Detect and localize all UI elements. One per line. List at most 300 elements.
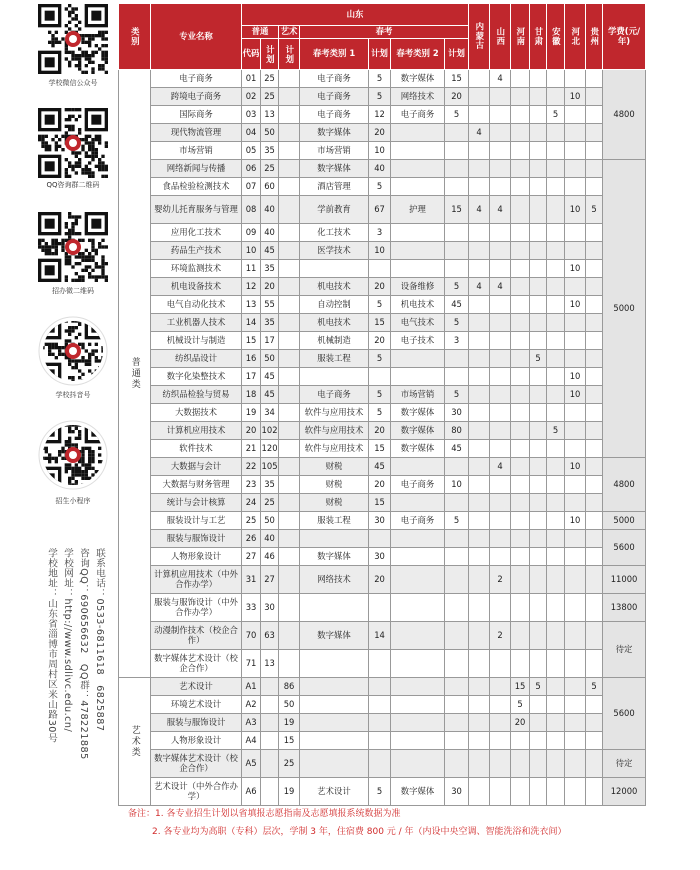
table-cell <box>469 548 490 566</box>
table-cell <box>565 70 586 88</box>
table-cell <box>565 440 586 458</box>
table-cell <box>391 242 445 260</box>
table-cell <box>279 88 300 106</box>
table-cell <box>530 160 547 178</box>
table-cell: 4 <box>469 196 490 224</box>
table-cell <box>511 476 530 494</box>
table-row <box>119 404 646 422</box>
table-row <box>119 314 646 332</box>
table-cell <box>547 196 565 224</box>
table-cell <box>586 530 603 548</box>
table-cell <box>279 458 300 476</box>
table-cell <box>586 594 603 622</box>
table-cell <box>391 594 445 622</box>
table-cell <box>469 160 490 178</box>
fee-cell: 5600 <box>603 678 646 750</box>
table-cell <box>547 224 565 242</box>
major-name-cell: 计算机应用技术 <box>151 422 242 440</box>
table-cell <box>586 512 603 530</box>
table-cell: 20 <box>511 714 530 732</box>
table-cell <box>490 260 511 278</box>
table-cell <box>511 178 530 196</box>
table-cell <box>469 422 490 440</box>
table-cell <box>586 106 603 124</box>
major-name-cell: 服装与服饰设计（中外合作办学） <box>151 594 242 622</box>
table-cell: 08 <box>242 196 261 224</box>
table-cell: 24 <box>242 494 261 512</box>
table-cell <box>547 696 565 714</box>
table-cell <box>586 422 603 440</box>
table-cell: 20 <box>261 278 279 296</box>
table-cell <box>279 124 300 142</box>
table-cell <box>445 142 469 160</box>
table-cell <box>279 622 300 650</box>
table-cell <box>469 142 490 160</box>
major-name-cell: 国际商务 <box>151 106 242 124</box>
table-cell: 15 <box>511 678 530 696</box>
table-cell <box>469 88 490 106</box>
table-row <box>119 350 646 368</box>
table-row <box>119 124 646 142</box>
table-cell <box>369 732 391 750</box>
table-cell: A1 <box>242 678 261 696</box>
table-row <box>119 476 646 494</box>
table-cell: 25 <box>261 160 279 178</box>
table-cell <box>547 566 565 594</box>
table-cell: 4 <box>490 70 511 88</box>
table-cell: 设备维修 <box>391 278 445 296</box>
major-name-cell: 电子商务 <box>151 70 242 88</box>
major-name-cell: 电气自动化技术 <box>151 296 242 314</box>
major-name-cell: 大数据与会计 <box>151 458 242 476</box>
table-cell <box>547 242 565 260</box>
table-cell: 10 <box>565 260 586 278</box>
table-cell <box>445 350 469 368</box>
table-cell <box>261 714 279 732</box>
table-cell: 14 <box>242 314 261 332</box>
header-province: 山东 <box>242 4 469 26</box>
table-cell <box>530 458 547 476</box>
table-cell <box>547 296 565 314</box>
table-cell <box>490 106 511 124</box>
major-name-cell: 跨境电子商务 <box>151 88 242 106</box>
table-cell: 67 <box>369 196 391 224</box>
table-cell <box>391 678 445 696</box>
table-cell <box>391 368 445 386</box>
table-cell: 15 <box>279 732 300 750</box>
table-cell <box>530 650 547 678</box>
table-cell: 16 <box>242 350 261 368</box>
table-cell <box>261 696 279 714</box>
table-cell <box>300 594 369 622</box>
table-cell <box>391 260 445 278</box>
table-cell: 5 <box>369 404 391 422</box>
table-cell: 35 <box>261 142 279 160</box>
table-cell <box>565 160 586 178</box>
table-cell <box>469 332 490 350</box>
table-cell: 5 <box>369 778 391 806</box>
table-row <box>119 106 646 124</box>
table-cell <box>586 242 603 260</box>
table-cell: 40 <box>261 196 279 224</box>
table-cell <box>490 88 511 106</box>
table-cell <box>391 750 445 778</box>
table-cell <box>490 296 511 314</box>
table-cell: 40 <box>261 224 279 242</box>
table-cell <box>279 422 300 440</box>
mini-program-qr-code-icon <box>38 420 108 490</box>
table-cell <box>300 260 369 278</box>
table-cell: 15 <box>445 196 469 224</box>
table-cell: 5 <box>369 296 391 314</box>
table-cell <box>565 494 586 512</box>
contact-qq: 咨询QQ：690656632 QQ群：478221885 <box>78 548 89 760</box>
table-cell <box>565 106 586 124</box>
table-cell <box>490 494 511 512</box>
header-fee: 学费(元/年) <box>603 4 646 70</box>
table-row <box>119 732 646 750</box>
note-line-2: 2. 各专业均为高职（专科）层次，学制 3 年，住宿费 800 元 / 年（内设中央空调、智能洗浴和洗衣间） <box>152 827 567 837</box>
table-cell <box>530 142 547 160</box>
table-cell: 10 <box>242 242 261 260</box>
table-cell <box>279 594 300 622</box>
table-cell <box>490 368 511 386</box>
table-cell <box>586 566 603 594</box>
table-cell <box>279 404 300 422</box>
table-cell <box>279 476 300 494</box>
table-cell <box>547 494 565 512</box>
table-cell <box>469 368 490 386</box>
table-cell: 120 <box>261 440 279 458</box>
table-cell: 50 <box>279 696 300 714</box>
table-row <box>119 548 646 566</box>
table-row <box>119 750 646 778</box>
table-cell: 60 <box>261 178 279 196</box>
table-cell <box>279 440 300 458</box>
table-cell: 5 <box>445 386 469 404</box>
fee-cell: 4800 <box>603 70 646 160</box>
table-cell: 20 <box>369 124 391 142</box>
table-cell <box>445 368 469 386</box>
table-cell <box>445 566 469 594</box>
table-cell: 40 <box>369 160 391 178</box>
table-cell: 30 <box>445 404 469 422</box>
table-cell <box>530 314 547 332</box>
table-cell: 医学技术 <box>300 242 369 260</box>
table-cell: A4 <box>242 732 261 750</box>
table-cell <box>565 650 586 678</box>
header-hebei: 河北 <box>565 4 586 70</box>
table-cell <box>530 494 547 512</box>
table-row <box>119 296 646 314</box>
table-cell <box>369 260 391 278</box>
header-regular-plan: 计划 <box>261 39 279 70</box>
table-cell: 护理 <box>391 196 445 224</box>
header-gansu: 甘肃 <box>530 4 547 70</box>
table-row <box>119 512 646 530</box>
table-cell <box>490 512 511 530</box>
table-cell: 13 <box>261 650 279 678</box>
table-cell: 50 <box>261 350 279 368</box>
table-cell: 10 <box>565 368 586 386</box>
table-cell <box>511 106 530 124</box>
table-cell <box>511 530 530 548</box>
table-cell: 07 <box>242 178 261 196</box>
qr-caption: QQ咨询群二维码 <box>46 181 100 189</box>
table-cell <box>490 350 511 368</box>
table-cell <box>586 124 603 142</box>
table-cell <box>530 70 547 88</box>
table-cell: 06 <box>242 160 261 178</box>
table-cell <box>300 732 369 750</box>
table-cell <box>490 778 511 806</box>
major-name-cell: 服装设计与工艺 <box>151 512 242 530</box>
table-cell <box>511 260 530 278</box>
table-cell <box>511 622 530 650</box>
table-cell <box>511 88 530 106</box>
table-cell <box>279 548 300 566</box>
table-cell <box>565 566 586 594</box>
table-cell: 服装工程 <box>300 350 369 368</box>
table-cell <box>530 530 547 548</box>
table-cell <box>586 732 603 750</box>
table-cell <box>279 106 300 124</box>
table-cell <box>586 160 603 178</box>
table-cell <box>530 196 547 224</box>
table-cell <box>530 750 547 778</box>
fee-cell: 5000 <box>603 512 646 530</box>
table-cell <box>369 594 391 622</box>
table-cell: 09 <box>242 224 261 242</box>
table-cell: 3 <box>369 224 391 242</box>
table-cell: 23 <box>242 476 261 494</box>
table-cell: 市场营销 <box>391 386 445 404</box>
table-cell <box>547 548 565 566</box>
table-cell <box>490 386 511 404</box>
table-cell <box>565 422 586 440</box>
header-spring-plan-2: 计划 <box>445 39 469 70</box>
table-cell: 86 <box>279 678 300 696</box>
table-cell <box>279 368 300 386</box>
table-cell: 10 <box>369 242 391 260</box>
header-guizhou: 贵州 <box>586 4 603 70</box>
notes <box>128 805 567 841</box>
table-cell: 27 <box>242 548 261 566</box>
table-cell <box>445 714 469 732</box>
table-cell: 17 <box>242 368 261 386</box>
table-row <box>119 458 646 476</box>
table-cell: 网络技术 <box>391 88 445 106</box>
table-cell <box>279 196 300 224</box>
table-cell <box>490 530 511 548</box>
table-cell: 35 <box>261 260 279 278</box>
table-cell <box>530 778 547 806</box>
header-spring-category-1: 春考类别 1 <box>300 39 369 70</box>
table-cell <box>391 714 445 732</box>
table-cell <box>547 314 565 332</box>
table-cell: 04 <box>242 124 261 142</box>
table-cell: 25 <box>261 70 279 88</box>
table-cell <box>445 124 469 142</box>
table-cell <box>469 750 490 778</box>
table-cell <box>261 678 279 696</box>
table-cell: 30 <box>369 548 391 566</box>
table-cell: 20 <box>242 422 261 440</box>
table-cell <box>530 548 547 566</box>
table-cell <box>511 278 530 296</box>
table-cell <box>490 178 511 196</box>
table-cell: 财税 <box>300 458 369 476</box>
table-cell <box>490 678 511 696</box>
table-cell <box>511 368 530 386</box>
table-cell: 70 <box>242 622 261 650</box>
table-row <box>119 260 646 278</box>
table-cell <box>586 296 603 314</box>
table-cell <box>586 440 603 458</box>
table-cell <box>511 566 530 594</box>
header-category: 类别 <box>119 4 151 70</box>
table-cell <box>445 696 469 714</box>
table-cell <box>445 242 469 260</box>
table-row <box>119 70 646 88</box>
table-cell: 电子商务 <box>391 476 445 494</box>
table-cell: 12 <box>242 278 261 296</box>
table-cell <box>547 386 565 404</box>
table-cell <box>586 476 603 494</box>
table-cell <box>547 714 565 732</box>
table-cell <box>279 512 300 530</box>
table-cell <box>261 778 279 806</box>
table-cell: 5 <box>369 88 391 106</box>
table-cell: 40 <box>261 530 279 548</box>
table-cell <box>369 714 391 732</box>
table-cell <box>279 160 300 178</box>
qq-group-qr-code-icon <box>38 108 108 178</box>
table-cell: 数字媒体 <box>391 778 445 806</box>
table-cell: 机电技术 <box>391 296 445 314</box>
table-cell <box>547 70 565 88</box>
table-row <box>119 696 646 714</box>
table-cell <box>530 594 547 622</box>
table-cell <box>490 714 511 732</box>
table-cell <box>391 458 445 476</box>
table-cell <box>279 224 300 242</box>
table-cell: 15 <box>242 332 261 350</box>
table-row <box>119 494 646 512</box>
table-cell <box>369 650 391 678</box>
table-cell <box>369 696 391 714</box>
table-cell: 19 <box>279 714 300 732</box>
table-cell <box>511 440 530 458</box>
table-cell <box>547 160 565 178</box>
table-cell <box>586 714 603 732</box>
table-cell: 19 <box>279 778 300 806</box>
table-cell <box>586 494 603 512</box>
table-cell <box>490 732 511 750</box>
table-cell <box>547 732 565 750</box>
table-cell: 15 <box>369 494 391 512</box>
table-cell <box>391 124 445 142</box>
table-cell: 45 <box>369 458 391 476</box>
table-cell <box>469 106 490 124</box>
table-row <box>119 196 646 224</box>
major-name-cell: 婴幼儿托育服务与管理 <box>151 196 242 224</box>
table-cell: 学前教育 <box>300 196 369 224</box>
table-cell <box>490 696 511 714</box>
major-name-cell: 大数据技术 <box>151 404 242 422</box>
table-cell <box>511 778 530 806</box>
table-cell <box>300 678 369 696</box>
table-cell <box>530 242 547 260</box>
table-cell <box>469 350 490 368</box>
table-cell <box>445 678 469 696</box>
table-cell <box>586 224 603 242</box>
table-cell: 电子技术 <box>391 332 445 350</box>
table-cell: 45 <box>445 440 469 458</box>
table-cell: 5 <box>547 422 565 440</box>
table-cell <box>565 678 586 696</box>
table-cell <box>530 404 547 422</box>
table-cell: 电子商务 <box>391 106 445 124</box>
table-cell: 10 <box>565 88 586 106</box>
table-cell <box>547 368 565 386</box>
table-row <box>119 422 646 440</box>
table-cell: 14 <box>369 622 391 650</box>
table-cell <box>279 566 300 594</box>
contact-website: 学校网址：http://www.sdlivc.edu.cn/ <box>62 548 73 733</box>
table-cell <box>586 88 603 106</box>
major-name-cell: 纺织品设计 <box>151 350 242 368</box>
fee-cell: 5600 <box>603 530 646 566</box>
table-cell <box>547 476 565 494</box>
table-cell: 3 <box>445 332 469 350</box>
table-cell <box>445 732 469 750</box>
major-name-cell: 软件技术 <box>151 440 242 458</box>
table-cell <box>469 386 490 404</box>
major-name-cell: 艺术设计（中外合作办学） <box>151 778 242 806</box>
table-cell: 5 <box>586 678 603 696</box>
table-cell <box>391 732 445 750</box>
table-cell <box>279 242 300 260</box>
table-cell <box>469 650 490 678</box>
table-cell: 4 <box>490 278 511 296</box>
table-cell: 市场营销 <box>300 142 369 160</box>
fee-cell: 待定 <box>603 750 646 778</box>
table-cell <box>547 178 565 196</box>
table-cell <box>469 732 490 750</box>
header-code: 代码 <box>242 39 261 70</box>
table-cell: 25 <box>279 750 300 778</box>
table-cell <box>511 70 530 88</box>
table-cell: 2 <box>490 622 511 650</box>
table-row <box>119 160 646 178</box>
table-cell <box>391 142 445 160</box>
table-row <box>119 142 646 160</box>
table-cell <box>530 622 547 650</box>
table-cell <box>530 332 547 350</box>
table-cell: 17 <box>261 332 279 350</box>
major-name-cell: 市场营销 <box>151 142 242 160</box>
table-cell: 20 <box>369 278 391 296</box>
qr-caption: 招生小程序 <box>55 497 91 505</box>
table-cell <box>511 350 530 368</box>
notes-label: 备注： <box>128 809 156 819</box>
table-cell <box>511 548 530 566</box>
contact-phone: 联系电话：0533-6811618 6825887 <box>94 548 105 732</box>
table-cell: 5 <box>369 178 391 196</box>
category-art: 艺术类 <box>119 678 151 806</box>
table-cell <box>490 650 511 678</box>
